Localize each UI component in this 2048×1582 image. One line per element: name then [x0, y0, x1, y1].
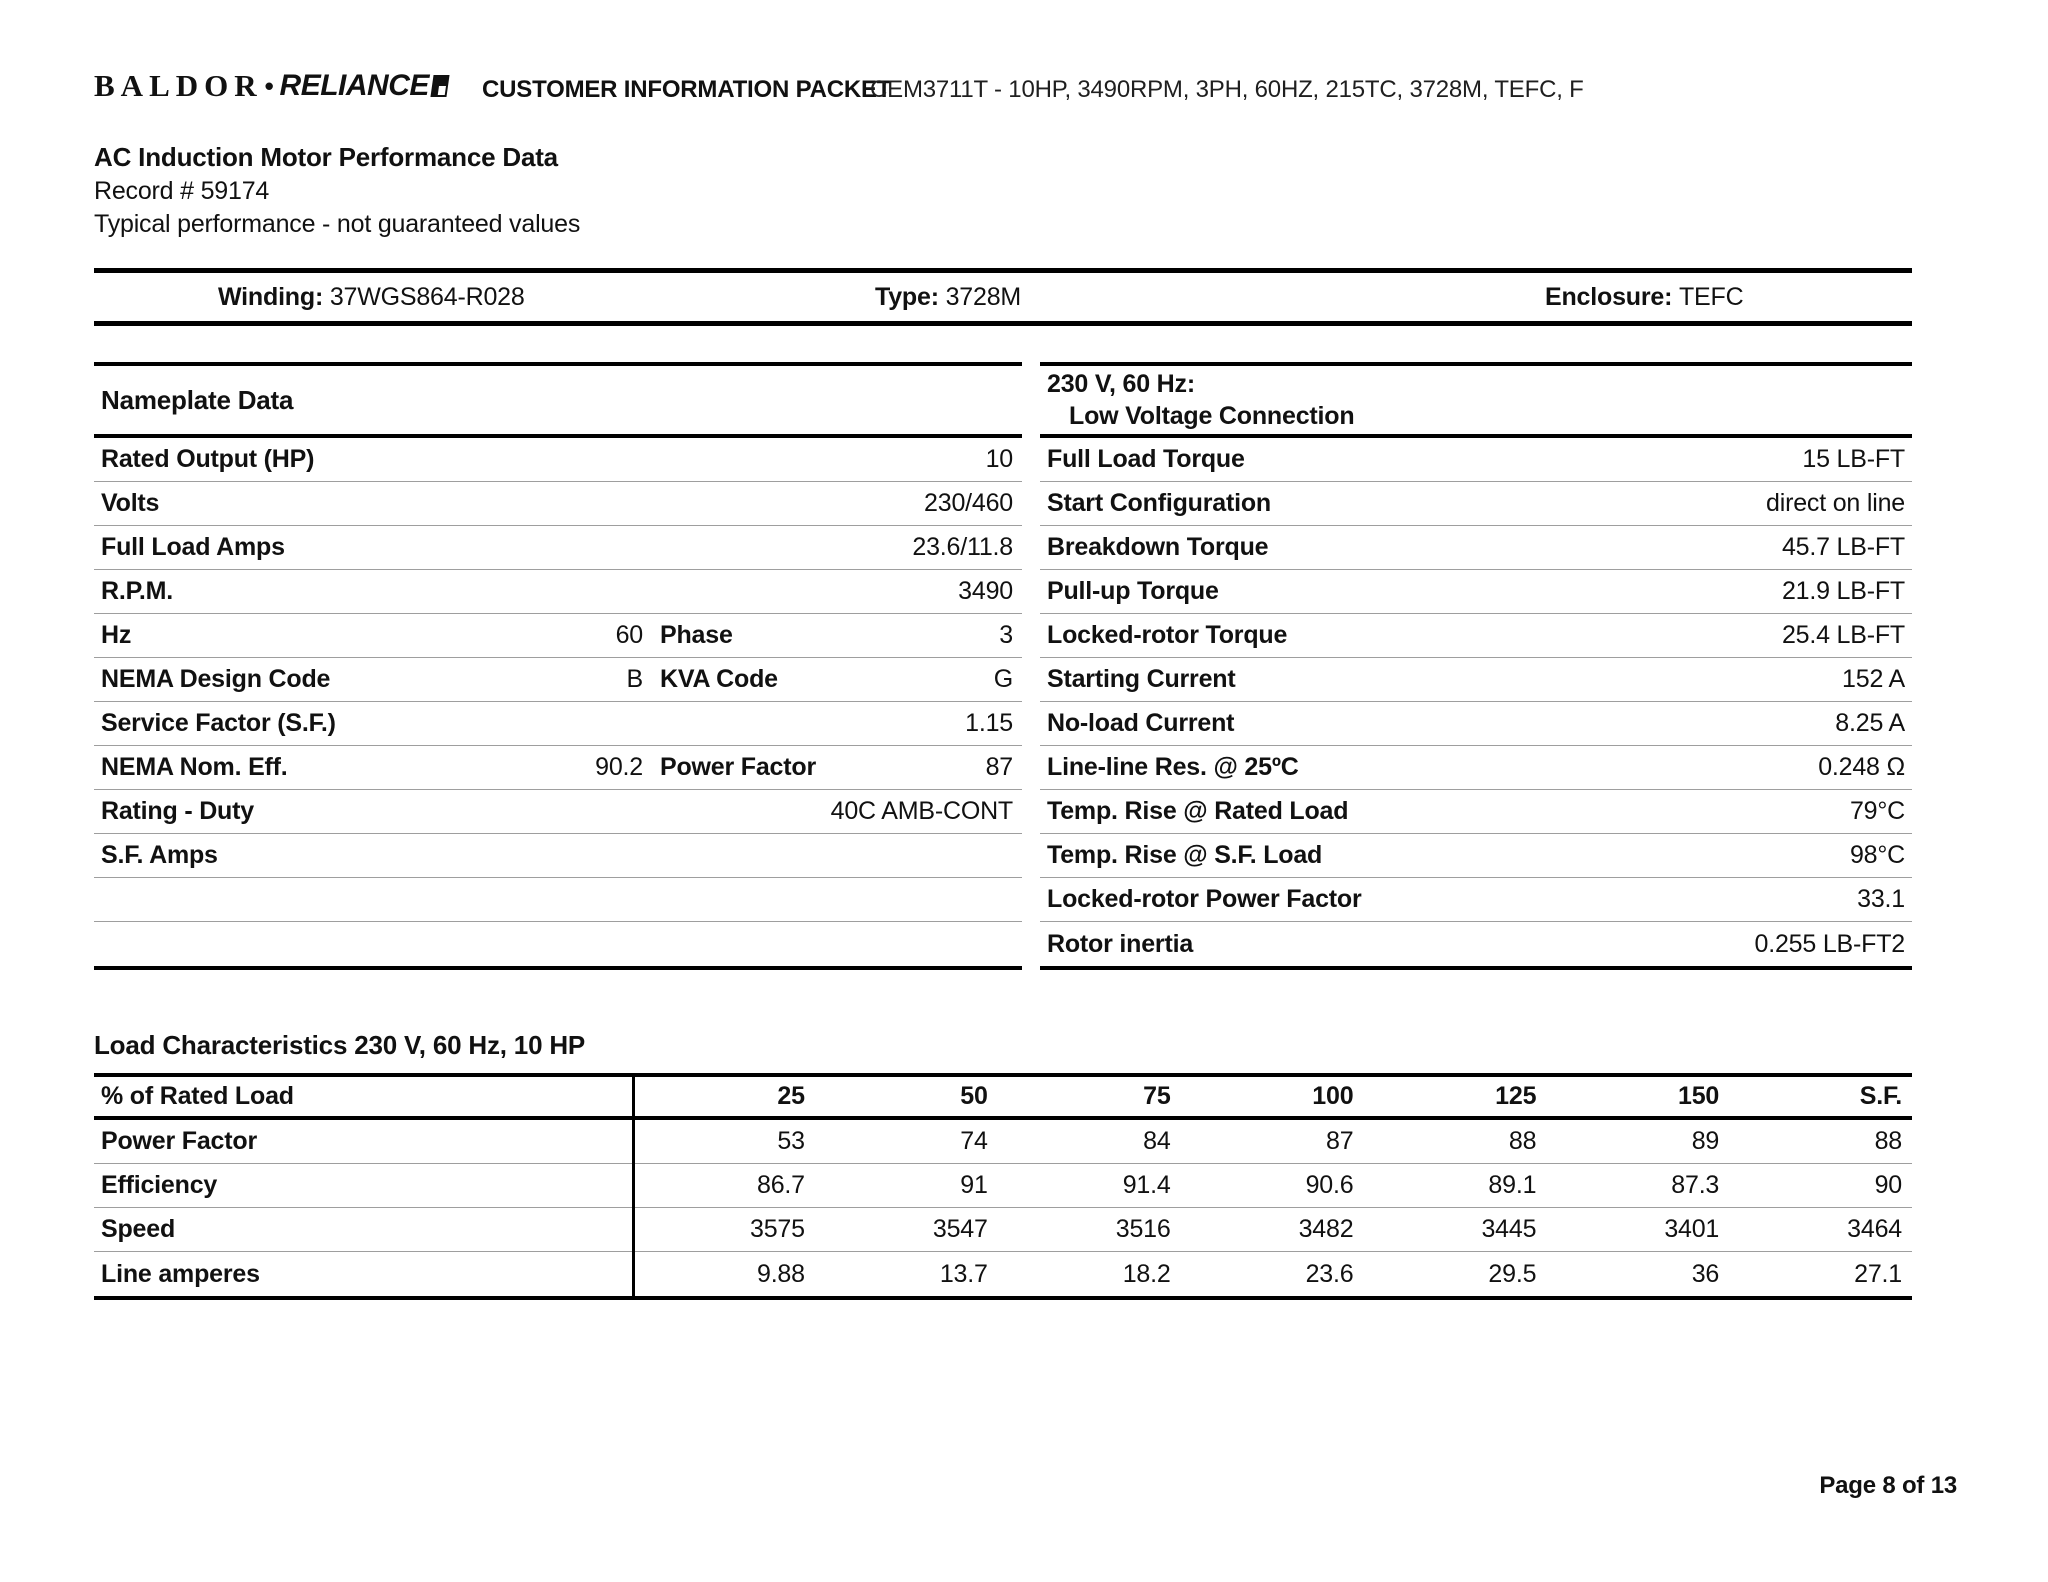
- row-value: 45.7 LB-FT: [1781, 533, 1905, 561]
- logo-separator-dot: •: [264, 70, 274, 101]
- cell-value: 3401: [1664, 1215, 1720, 1243]
- winding-label: Winding:: [218, 283, 324, 311]
- column-header: 100: [1312, 1082, 1354, 1110]
- row-label: Volts: [101, 489, 160, 517]
- row-value: 25.4 LB-FT: [1781, 621, 1905, 649]
- packet-title: CUSTOMER INFORMATION PACKET: [482, 76, 892, 103]
- table-row: [94, 526, 1022, 570]
- row-label: NEMA Nom. Eff.: [101, 753, 288, 781]
- cell-value: 89: [1691, 1127, 1720, 1155]
- cell-value: 90: [1874, 1171, 1902, 1199]
- table-row: [94, 702, 1022, 746]
- cell-value: 3445: [1481, 1215, 1537, 1243]
- baldor-reliance-logo: [94, 68, 448, 104]
- row-mid-label: Phase: [660, 621, 733, 649]
- cell-value: 89.1: [1488, 1171, 1537, 1199]
- row-label: Temp. Rise @ Rated Load: [1047, 797, 1349, 825]
- row-value: 10: [985, 445, 1013, 473]
- table-row: [94, 570, 1022, 614]
- table-row: [94, 614, 1022, 658]
- row-label: No-load Current: [1047, 709, 1235, 737]
- row-label: Temp. Rise @ S.F. Load: [1047, 841, 1323, 869]
- logo-trademark-icon: [430, 75, 449, 97]
- row-value: 1.15: [965, 709, 1013, 737]
- row-label: S.F. Amps: [101, 841, 218, 869]
- connection-table-header: [1040, 366, 1912, 438]
- row-mid-label: Power Factor: [660, 753, 816, 781]
- column-header: 25: [777, 1082, 805, 1110]
- column-header: 125: [1495, 1082, 1537, 1110]
- winding-value: 37WGS864-R028: [329, 283, 525, 311]
- table-row: [1040, 438, 1912, 482]
- column-header: 50: [960, 1082, 988, 1110]
- disclaimer-note: Typical performance - not guaranteed values: [94, 210, 581, 238]
- table-row: [94, 1208, 1912, 1252]
- cell-value: 91.4: [1122, 1171, 1171, 1199]
- cell-value: 18.2: [1122, 1259, 1171, 1288]
- row-value: direct on line: [1766, 489, 1905, 517]
- row-value: 98°C: [1849, 841, 1905, 869]
- cell-value: 3516: [1115, 1215, 1171, 1243]
- row-value: 0.248 Ω: [1818, 753, 1905, 781]
- row-value: 79°C: [1849, 797, 1905, 825]
- table-row: [1040, 790, 1912, 834]
- cell-value: 53: [777, 1127, 805, 1155]
- nameplate-table-header: [94, 366, 1022, 438]
- cell-value: 29.5: [1488, 1259, 1537, 1288]
- load-table-header-row: [94, 1077, 1912, 1120]
- row-label: Breakdown Torque: [1047, 533, 1269, 561]
- row-label: Pull-up Torque: [1047, 577, 1219, 605]
- row-label: Locked-rotor Power Factor: [1047, 885, 1362, 913]
- row-label: R.P.M.: [101, 577, 173, 605]
- row-label: Rating - Duty: [101, 797, 254, 825]
- page-title: AC Induction Motor Performance Data: [94, 142, 558, 172]
- logo-baldor-text: BALDOR: [94, 68, 263, 103]
- row-label: Full Load Torque: [1047, 445, 1245, 473]
- row-label: Starting Current: [1047, 665, 1236, 693]
- row-mid-value: 90.2: [595, 753, 643, 781]
- cell-value: 3547: [932, 1215, 988, 1243]
- load-characteristics-title: Load Characteristics 230 V, 60 Hz, 10 HP: [94, 1030, 586, 1060]
- row-value: 23.6/11.8: [912, 533, 1013, 561]
- row-value: G: [993, 665, 1013, 693]
- winding-summary-bar: [94, 268, 1912, 326]
- table-row: [1040, 834, 1912, 878]
- row-label: Hz: [101, 621, 132, 649]
- table-row: [1040, 922, 1912, 966]
- connection-header-line1: 230 V, 60 Hz:: [1047, 370, 1195, 398]
- row-mid-label: KVA Code: [660, 665, 778, 693]
- cell-value: 3575: [750, 1215, 805, 1243]
- cell-value: 36: [1691, 1259, 1720, 1288]
- row-value: 152 A: [1842, 665, 1905, 693]
- table-row: [94, 878, 1022, 922]
- nameplate-data-table: [94, 362, 1022, 970]
- row-value: 15 LB-FT: [1802, 445, 1905, 473]
- cell-value: 3464: [1847, 1215, 1902, 1243]
- cell-value: 74: [960, 1127, 988, 1155]
- row-value: 87: [985, 753, 1013, 781]
- cell-value: 90.6: [1305, 1171, 1354, 1199]
- row-value: 3: [999, 621, 1013, 649]
- row-value: 21.9 LB-FT: [1781, 577, 1905, 605]
- logo-reliance-text: RELIANCE: [279, 69, 429, 102]
- column-header: 75: [1143, 1082, 1171, 1110]
- connection-header-line2: Low Voltage Connection: [1069, 402, 1355, 430]
- row-value: 8.25 A: [1835, 709, 1905, 737]
- column-header: S.F.: [1859, 1082, 1902, 1110]
- cell-value: 3482: [1298, 1215, 1354, 1243]
- cell-value: 9.88: [756, 1259, 805, 1288]
- cell-value: 88: [1874, 1127, 1902, 1155]
- type-value: 3728M: [945, 283, 1022, 311]
- row-label: Rated Output (HP): [101, 445, 315, 473]
- cell-value: 23.6: [1305, 1259, 1354, 1288]
- table-row: [94, 922, 1022, 966]
- cell-value: 27.1: [1854, 1259, 1902, 1288]
- table-row: [1040, 614, 1912, 658]
- column-header: % of Rated Load: [101, 1082, 294, 1110]
- enclosure-pair: [1545, 273, 1743, 321]
- nameplate-header-title: Nameplate Data: [101, 384, 294, 415]
- table-row: [1040, 702, 1912, 746]
- enclosure-label: Enclosure:: [1545, 283, 1673, 311]
- table-row: [1040, 526, 1912, 570]
- cell-value: 88: [1508, 1127, 1537, 1155]
- table-row: [1040, 746, 1912, 790]
- table-column-divider: [632, 1077, 635, 1296]
- row-value: 33.1: [1857, 885, 1905, 913]
- table-row: [94, 746, 1022, 790]
- row-value: 3490: [958, 577, 1013, 605]
- table-row: [94, 658, 1022, 702]
- table-row: [94, 482, 1022, 526]
- table-row: [94, 790, 1022, 834]
- table-row: [94, 438, 1022, 482]
- type-label: Type:: [875, 283, 939, 311]
- row-label: Power Factor: [101, 1127, 257, 1155]
- row-label: NEMA Design Code: [101, 665, 331, 693]
- row-label: Full Load Amps: [101, 533, 285, 561]
- row-label: Line-line Res. @ 25ºC: [1047, 753, 1299, 781]
- low-voltage-connection-table: [1040, 362, 1912, 970]
- row-label: Line amperes: [101, 1259, 260, 1288]
- table-row: [94, 1252, 1912, 1296]
- table-row: [1040, 658, 1912, 702]
- motor-model-line: CEM3711T - 10HP, 3490RPM, 3PH, 60HZ, 215TC, 3728M, TEFC, F: [870, 76, 1584, 103]
- row-label: Rotor inertia: [1047, 929, 1194, 958]
- column-header: 150: [1678, 1082, 1720, 1110]
- row-mid-value: B: [626, 665, 643, 693]
- cell-value: 86.7: [756, 1171, 805, 1199]
- table-row: [94, 834, 1022, 878]
- cell-value: 13.7: [939, 1259, 988, 1288]
- cell-value: 87: [1326, 1127, 1354, 1155]
- row-value: 230/460: [924, 489, 1013, 517]
- page-number: Page 8 of 13: [1819, 1472, 1957, 1499]
- row-label: Service Factor (S.F.): [101, 709, 336, 737]
- row-mid-value: 60: [615, 621, 643, 649]
- cell-value: 87.3: [1671, 1171, 1720, 1199]
- row-value: 0.255 LB-FT2: [1754, 929, 1905, 958]
- row-value: 40C AMB-CONT: [830, 797, 1013, 825]
- row-label: Start Configuration: [1047, 489, 1271, 517]
- cell-value: 84: [1143, 1127, 1171, 1155]
- row-label: Speed: [101, 1215, 176, 1243]
- table-row: [1040, 878, 1912, 922]
- table-row: [94, 1164, 1912, 1208]
- cell-value: 91: [960, 1171, 988, 1199]
- row-label: Efficiency: [101, 1171, 218, 1199]
- winding-pair: [218, 273, 525, 321]
- load-characteristics-table: [94, 1073, 1912, 1300]
- table-row: [1040, 482, 1912, 526]
- table-row: [94, 1120, 1912, 1164]
- type-pair: [875, 273, 1021, 321]
- table-row: [1040, 570, 1912, 614]
- record-number: Record # 59174: [94, 177, 270, 205]
- enclosure-value: TEFC: [1678, 283, 1744, 311]
- row-label: Locked-rotor Torque: [1047, 621, 1288, 649]
